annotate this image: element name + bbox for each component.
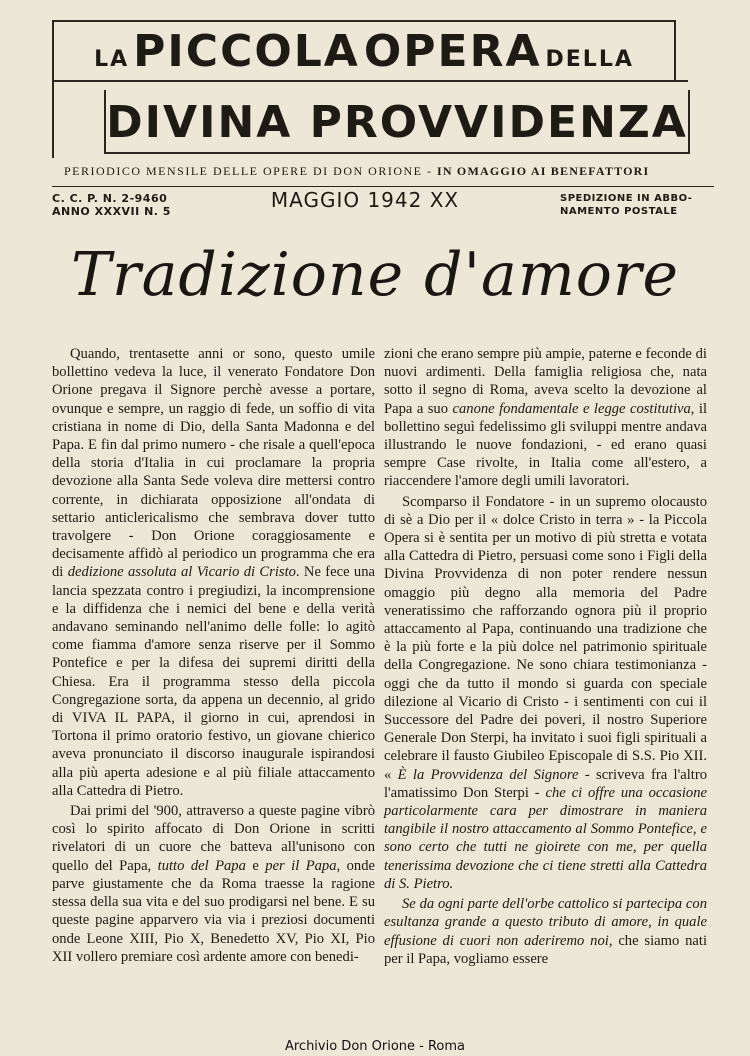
italic-run: dedizione assoluta al Vicario di Cristo xyxy=(67,564,296,581)
text-run: che siamo nati per il Papa, vogliamo essere xyxy=(384,932,707,967)
article-column-right xyxy=(384,345,707,968)
text-run: Scomparso il Fondatore - in un supremo olocausto di sè a Dio per il « dolce Cristo in terra » - la Piccola Opera si è sentita per un motivo di più stretta e votata alla Cattedra di Pietro, persuasi come sono i Figli della Divina Provvidenza di non poter rendere nessun omaggio più degno alla memoria del Padre veneratissimo che rafforzando ognora più il proprio attaccamento al Papa, continuando una tradizione che è la più forte e la più dolce nel patrimonio spirituale della Congregazione. Ne sono chiara testimonianza - oggi che da tutto il mondo si guarda con speciale dilezione al Vicario di Cristo - i sentimenti con cui il Successore del Padre dei poveri, il nostro Superiore Generale Don Sterpi, ha invitato i suoi figli spirituali a celebrare il fausto Giubileo Episcopale di S.S. Pio XII. « xyxy=(384,493,707,783)
italic-run: per il Papa xyxy=(265,857,337,874)
subtitle-text: PERIODICO MENSILE DELLE OPERE DI DON ORIONE - xyxy=(64,164,433,178)
italic-run: canone fondamentale e legge costitutiva xyxy=(452,400,691,417)
text-run: e xyxy=(252,857,259,874)
issue-info xyxy=(52,192,171,218)
masthead-la: LA xyxy=(94,47,130,72)
issue-date: MAGGIO 1942 XX xyxy=(270,188,460,212)
paragraph xyxy=(384,345,707,491)
paragraph xyxy=(384,895,707,968)
italic-run: tutto del Papa xyxy=(157,857,246,874)
masthead-piccola: PICCOLA xyxy=(133,26,360,77)
text-run: , il bollettino seguì fedelissimo gli sviluppi mentre andava illustrando le nuove fondazioni, - ed erano quasi sempre Case rivolte, in Italia come all'estero, a riaccendere l'amore degli umili lavoratori. xyxy=(384,400,707,490)
paragraph xyxy=(52,345,375,800)
subtitle-bold: IN OMAGGIO AI BENEFATTORI xyxy=(436,164,650,178)
postal-account: C. C. P. N. 2-9460 xyxy=(52,192,168,205)
shipping-line-2: NAMENTO POSTALE xyxy=(560,206,678,217)
text-run: , onde parve giustamente che da Roma traesse la ragione stessa della sua vita e del suo prodigarsi nel bene. E su queste pagine apparvero via via i preziosi documenti onde Leone XIII, Pio X, Benedetto XV, Pio XI, Pio XII vollero premiare così ardente amore con benedi- xyxy=(52,857,375,965)
archive-footer: Archivio Don Orione - Roma xyxy=(284,1039,466,1054)
text-run: Dai primi del '900, attraverso a queste pagine vibrò così lo spirito affocato di Don Orione in scritti rivelatori di un cuore che batteva all'unisono con quello del Papa, xyxy=(52,803,375,874)
subtitle-bar xyxy=(52,164,714,187)
shipping-info xyxy=(560,192,692,218)
masthead-bottom: DIVINA PROVVIDENZA xyxy=(104,90,690,154)
italic-run: Se da ogni parte dell'orbe cattolico si partecipa con esultanza grande a questo tributo di amore, in quale effusione di cuori non aderiremo noi, xyxy=(384,896,707,949)
text-run: . Ne fece una lancia spezzata contro i pregiudizi, la incomprensione e la diffidenza che i nemici del bene e della verità andavano seminando nell'animo delle folle: lo agitò come fiamma d'amore senza riserve per il Sommo Pontefice e per la difesa dei supremi diritti della Chiesa. Era il programma stesso della piccola Congregazione sorta, da appena un decennio, al grido di VIVA IL PAPA, il giorno in cui, aprendosi in Tortona il primo oratorio festivo, un giovane chierico aveva pronunciato il discorso inaugurale ispirandosi alla più aperta adesione e al più filiale attaccamento alla Cattedra di Pietro. xyxy=(52,564,375,799)
shipping-line-1: SPEDIZIONE IN ABBO- xyxy=(560,193,693,204)
masthead-opera: OPERA xyxy=(363,26,542,77)
paragraph xyxy=(384,493,707,893)
masthead-divider xyxy=(52,80,688,82)
article-column-left xyxy=(52,345,375,966)
paragraph xyxy=(52,802,375,966)
text-run: - scriveva fra l'altro l'amatissimo Don Sterpi - xyxy=(384,766,707,801)
text-run: Quando, trentasette anni or sono, questo umile bollettino vedeva la luce, il venerato Fondatore Don Orione pregava il Signore perchè avesse a portare, ovunque e sempre, un raggio di fede, un soffio di vita cristiana in nome di Dio, della Santa Madonna e del Papa. E fin dal primo numero - che risale a quell'epoca della storia d'Italia in cui proclamare la propria devozione alla Santa Sede voleva dire mettersi contro corrente, in dichiarata opposizione all'ondata di settario anticlericalismo che sembrava dover tutto travolgere - Don Orione coraggiosamente e decisamente affidò al periodico un programma che era di xyxy=(52,346,375,581)
text-run: zioni che erano sempre più ampie, paterne e feconde di nuovi ardimenti. Della famiglia religiosa che, nata sotto il segno di Roma, aveva scelto la devozione al Papa a suo xyxy=(384,346,707,417)
masthead-top xyxy=(52,20,676,80)
italic-run: È la Provvidenza del Signore xyxy=(397,766,579,783)
italic-run: che ci offre una occasione particolarmente cara per dimostrare in maniera tangibile il nostro attaccamento al Sommo Pontefice, e sono certo che tutti ne gioirete con me, per quella tenerissima devozione che ci tiene stretti alla Cattedra di S. Pietro. xyxy=(384,784,707,892)
masthead-della: DELLA xyxy=(545,47,634,72)
article-title: Tradizione d'amore xyxy=(70,240,680,310)
masthead-frame-left xyxy=(52,80,54,158)
year-number: ANNO XXXVII N. 5 xyxy=(52,205,171,218)
